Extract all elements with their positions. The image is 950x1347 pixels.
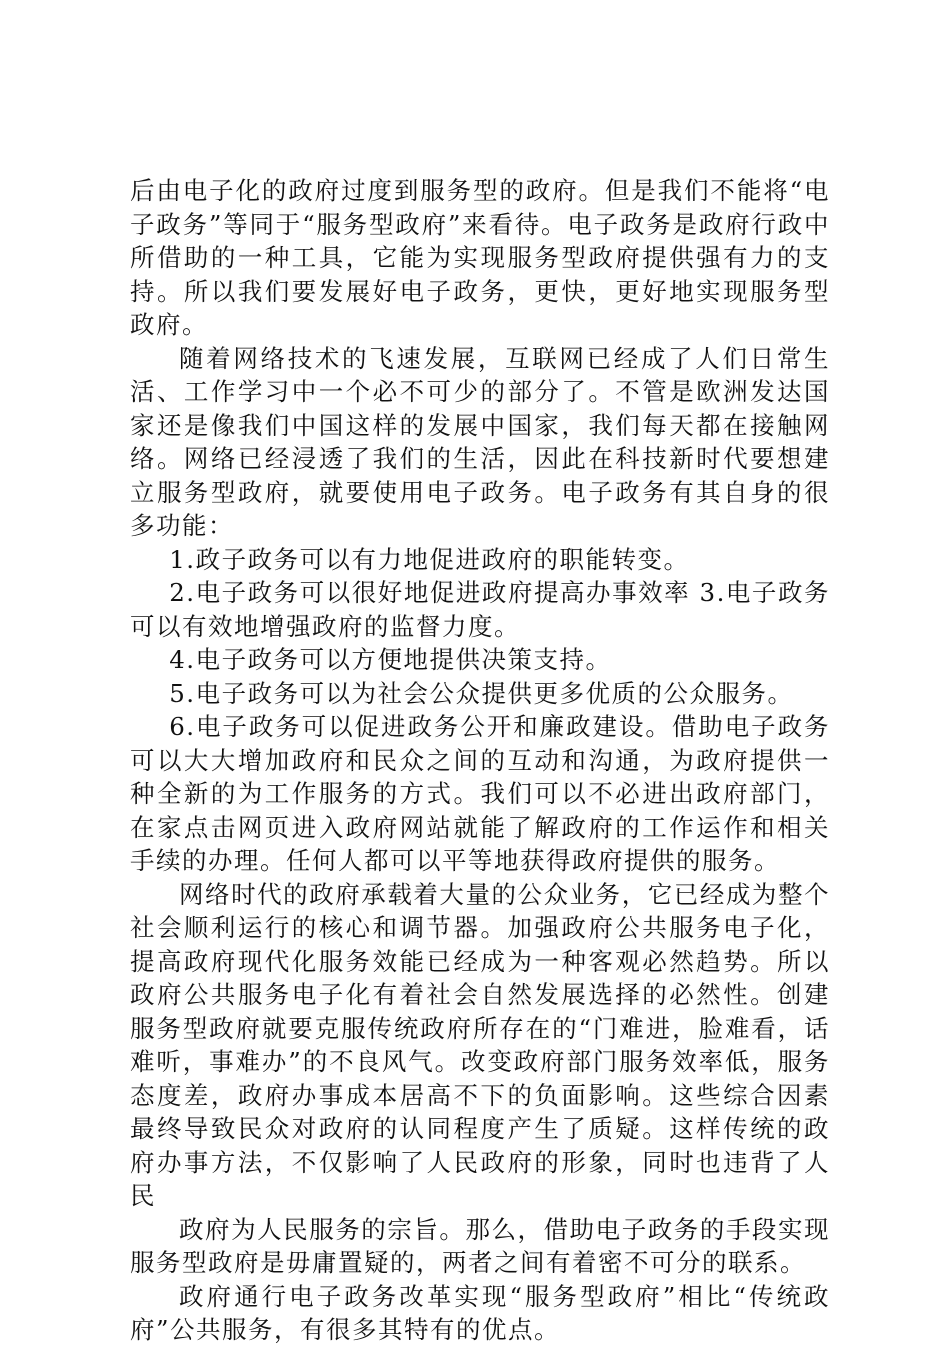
list-item-6: 6.电子政务可以促进政务公开和廉政建设。借助电子政务可以大大增加政府和民众之间的互动和沟通，为政府提供一种全新的为工作服务的方式。我们可以不必进出政府部门，在家点击网页进入政府网站就能了解政府的工作运作和相关手续的办理。任何人都可以平等地获得政府提供的服务。 [130, 712, 830, 875]
paragraph-network-era: 网络时代的政府承载着大量的公众业务，它已经成为整个社会顺利运行的核心和调节器。加强政府公共服务电子化，提高政府现代化服务效能已经成为一种客观必然趋势。所以政府公共服务电子化有着社会自然发展选择的必然性。创建服务型政府就要克服传统政府所存在的“门难进，脸难看，话难听，事难办”的不良风气。改变政府部门服务效率低，服务态度差，政府办事成本居高不下的负面影响。这些综合因素最终导致民众对政府的认同程度产生了质疑。这样传统的政府办事方法，不仅影响了人民政府的形象，同时也违背了人民 [130, 879, 830, 1210]
paragraph-continuation: 后由电子化的政府过度到服务型的政府。但是我们不能将“电子政务”等同于“服务型政府”来看待。电子政务是政府行政中所借助的一种工具，它能为实现服务型政府提供强有力的支持。所以我们要发展好电子政务，更快，更好地实现服务型政府。 [130, 176, 830, 339]
paragraph-service-purpose: 政府为人民服务的宗旨。那么，借助电子政务的手段实现服务型政府是毋庸置疑的，两者之间有着密不可分的联系。 [130, 1214, 830, 1277]
list-item-1: 1.政子政务可以有力地促进政府的职能转变。 [169, 544, 690, 574]
paragraph-network-development: 随着网络技术的飞速发展，互联网已经成了人们日常生活、工作学习中一个必不可少的部分了。不管是欧洲发达国家还是像我们中国这样的发展中国家，我们每天都在接触网络。网络已经浸透了我们的生活，因此在科技新时代要想建立服务型政府，就要使用电子政务。电子政务有其自身的很多功能： [130, 343, 830, 540]
paragraph-advantages: 政府通行电子政务改革实现“服务型政府”相比“传统政府”公共服务，有很多其特有的优点。 [130, 1281, 830, 1344]
document-body [130, 174, 830, 1347]
list-item-2-3: 2.电子政务可以很好地促进政府提高办事效率 3.电子政务可以有效地增强政府的监督力度。 [130, 578, 830, 641]
list-item-5: 5.电子政务可以为社会公众提供更多优质的公众服务。 [169, 678, 794, 708]
list-item-4: 4.电子政务可以方便地提供决策支持。 [169, 645, 612, 674]
